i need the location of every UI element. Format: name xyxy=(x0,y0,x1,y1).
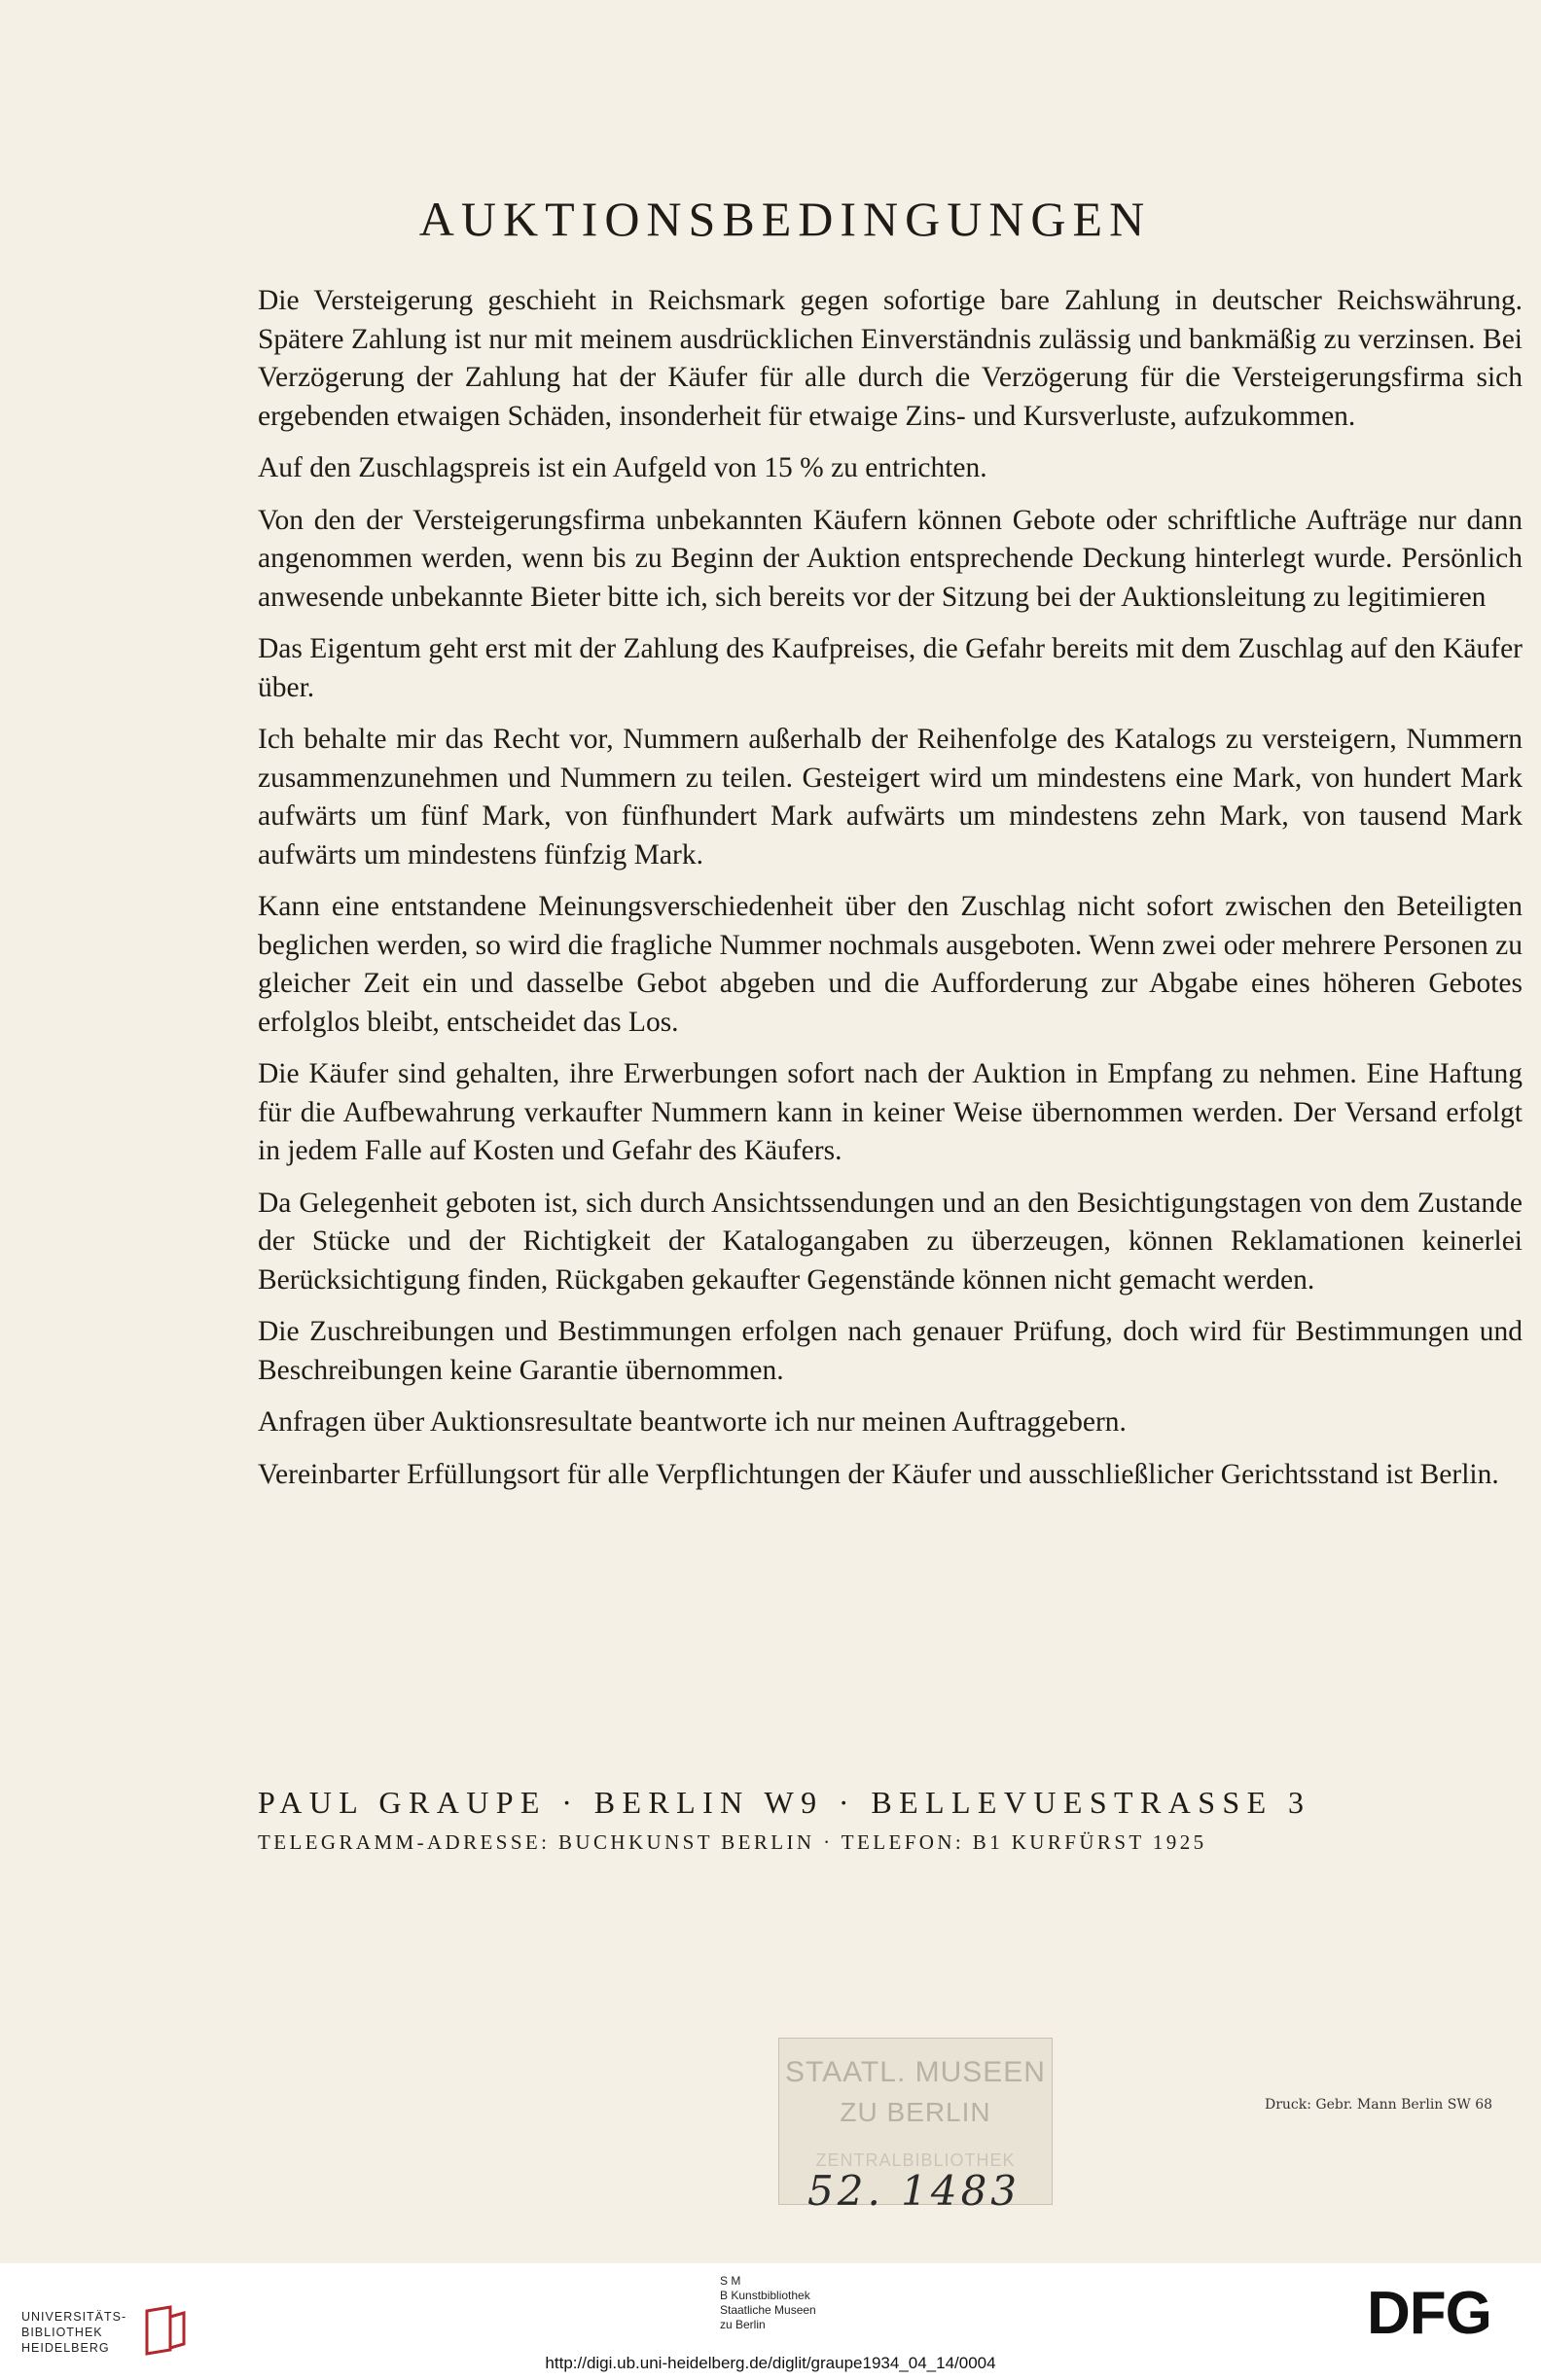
publisher-contact: TELEGRAMM-ADRESSE: BUCHKUNST BERLIN · TELEFON: B1 KURFÜRST 1925 xyxy=(258,1830,1207,1854)
publisher-address: PAUL GRAUPE · BERLIN W9 · BELLEVUESTRASSE 3 xyxy=(258,1785,1311,1820)
inventory-number: 52. 1483 xyxy=(807,2167,1021,2215)
kunstbibliothek-logo xyxy=(720,2274,816,2332)
page-title: AUKTIONSBEDINGUNGEN xyxy=(418,192,1152,246)
paragraph-collection: Die Käufer sind gehalten, ihre Erwerbungen sofort nach der Auktion in Empfang zu nehmen. Eine Haftung für die Aufbewahrung verkaufter Nummern kann in keiner Weise übernommen werden. Der Versand erfolgt in jedem Falle auf Kosten und Gefahr des Käufers. xyxy=(258,1058,1523,1166)
logo-text: S M xyxy=(720,2274,741,2288)
paragraph-results: Anfragen über Auktionsresultate beantworte ich nur meinen Auftraggebern. xyxy=(258,1406,1127,1438)
university-library-logo xyxy=(21,2309,126,2356)
paragraph-payment: Die Versteigerung geschieht in Reichsmark gegen sofortige bare Zahlung in deutscher Reichswährung. Spätere Zahlung ist nur mit meinem ausdrücklichen Einverständnis zulässig und bankmäßig zu verzinsen. Bei Verzögerung der Zahlung hat der Käufer für alle durch die Verzögerung für die Versteigerungsfirma sich ergebenden etwaigen Schäden, insonderheit für etwaige Zins- und Kursverluste, aufzukommen. xyxy=(258,285,1523,432)
conditions-text xyxy=(258,282,1523,1508)
paragraph-premium: Auf den Zuschlagspreis ist ein Aufgeld von 15 % zu entrichten. xyxy=(258,452,987,483)
stamp-line: STAATL. MUSEEN xyxy=(785,2056,1046,2088)
university-mark-icon xyxy=(141,2303,188,2358)
stamp-line: ZENTRALBIBLIOTHEK xyxy=(815,2150,1016,2170)
printer-note: Druck: Gebr. Mann Berlin SW 68 xyxy=(1265,2097,1493,2113)
paragraph-bidding: Ich behalte mir das Recht vor, Nummern außerhalb der Reihenfolge des Katalogs zu versteigern, Nummern zusammenzunehmen und Nummern zu teilen. Gesteigert wird um mindestens eine Mark, von hundert Mark aufwärts um fünf Mark, von fünfhundert Mark aufwärts um mindestens zehn Mark, von tausend Mark aufwärts um mindestens fünfzig Mark. xyxy=(258,724,1523,870)
logo-text: Staatliche Museen xyxy=(720,2303,816,2317)
paragraph-ownership: Das Eigentum geht erst mit der Zahlung des Kaufpreises, die Gefahr bereits mit dem Zuschlag auf den Käufer über. xyxy=(258,633,1523,703)
paragraph-disputes: Kann eine entstandene Meinungsverschiedenheit über den Zuschlag nicht sofort zwischen den Beteiligten beglichen werden, so wird die fragliche Nummer nochmals ausgeboten. Wenn zwei oder mehrere Personen zu gleicher Zeit ein und dasselbe Gebot abgeben und die Aufforderung zur Abgabe eines höheren Gebotes erfolglos bleibt, entscheidet das Los. xyxy=(258,891,1523,1038)
logo-text: BIBLIOTHEK xyxy=(21,2326,103,2339)
stamp-line: ZU BERLIN xyxy=(840,2097,991,2127)
dfg-logo: DFG xyxy=(1367,2280,1491,2347)
logo-text: UNIVERSITÄTS- xyxy=(21,2310,127,2324)
paragraph-complaints: Da Gelegenheit geboten ist, sich durch Ansichtssendungen und an den Besichtigungstagen von dem Zustande der Stücke und der Richtigkeit der Katalogangaben zu überzeugen, können Reklamationen keinerlei Berücksichtigung finden, Rückgaben gekaufter Gegenstände können nicht gemacht werden. xyxy=(258,1187,1523,1296)
paragraph-attributions: Die Zuschreibungen und Bestimmungen erfolgen nach genauer Prüfung, doch wird für Bestimmungen und Beschreibungen keine Garantie übernommen. xyxy=(258,1316,1523,1386)
logo-text: zu Berlin xyxy=(720,2318,766,2331)
paragraph-jurisdiction: Vereinbarter Erfüllungsort für alle Verpflichtungen der Käufer und ausschließlicher Gerichtsstand ist Berlin. xyxy=(258,1458,1499,1490)
permalink-url[interactable]: http://digi.ub.uni-heidelberg.de/diglit/graupe1934_04_14/0004 xyxy=(545,2354,996,2372)
logo-text: B Kunstbibliothek xyxy=(720,2289,810,2302)
logo-text: HEIDELBERG xyxy=(21,2341,110,2355)
paragraph-unknown-buyers: Von den der Versteigerungsfirma unbekannten Käufern können Gebote oder schriftliche Aufträge nur dann angenommen werden, wenn bis zu Beginn der Auktion entsprechende Deckung hinterlegt wurde. Persönlich anwesende unbekannte Bieter bitte ich, sich bereits vor der Sitzung bei der Auktionsleitung zu legitimieren xyxy=(258,504,1523,613)
